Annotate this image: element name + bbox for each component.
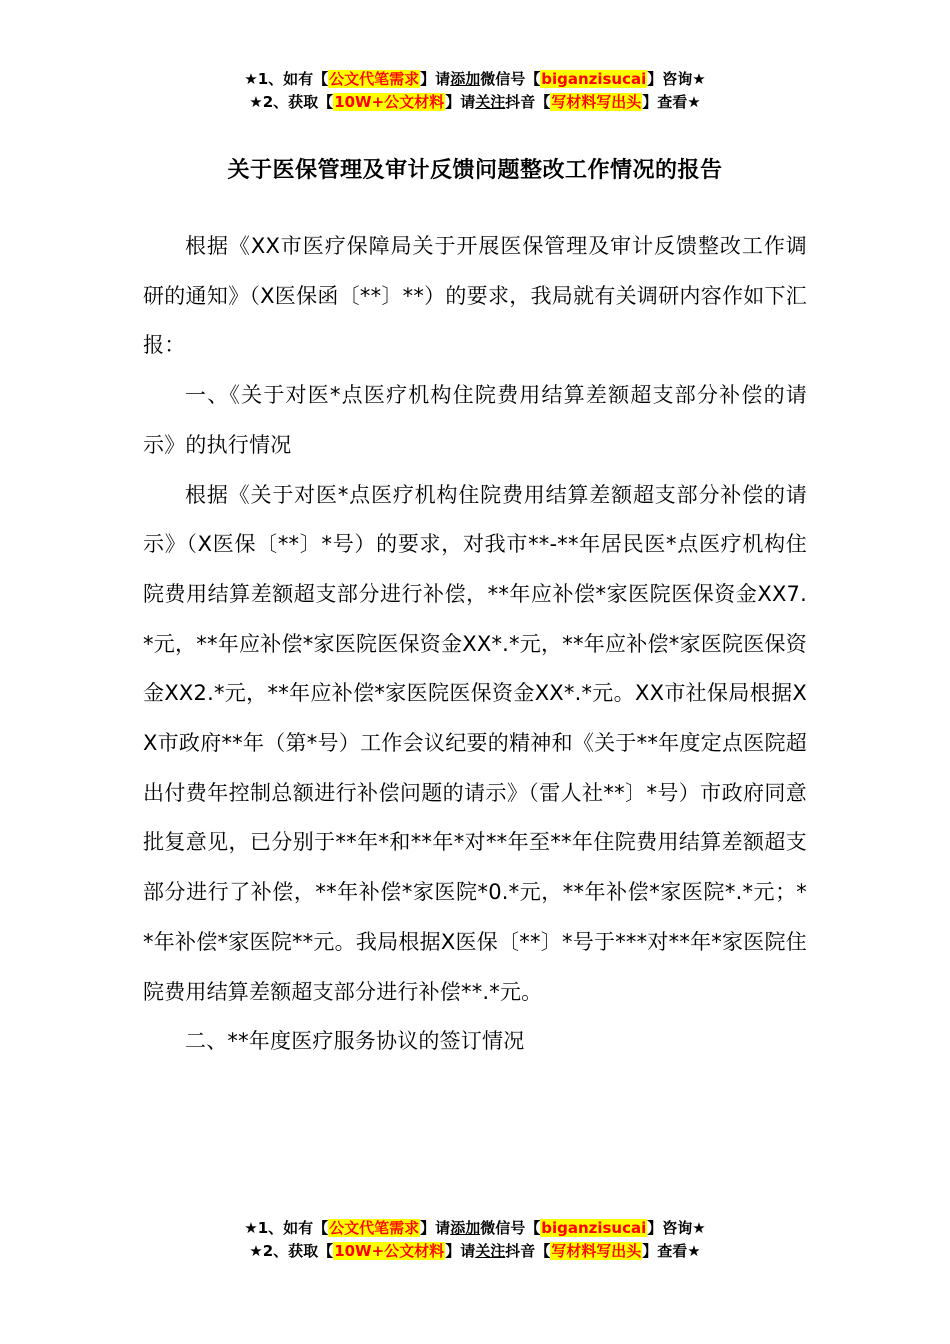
highlight-service: 公文代笔需求 <box>329 1219 420 1237</box>
paragraph-intro: 根据《XX市医疗保障局关于开展医保管理及审计反馈整改工作调研的通知》（X医保函〔**〕**）的要求，我局就有关调研内容作如下汇报： <box>143 234 807 358</box>
promo-line-1: ★1、如有【公文代笔需求】请添加微信号【biganzisucai】咨询★ <box>244 1219 706 1237</box>
document-title: 关于医保管理及审计反馈问题整改工作情况的报告 <box>227 158 723 183</box>
promo-line-1: ★1、如有【公文代笔需求】请添加微信号【biganzisucai】咨询★ <box>244 70 706 88</box>
promo-line-2: ★2、获取【10W+公文材料】请关注抖音【写材料写出头】查看★ <box>249 1242 701 1260</box>
section-heading-1: 一、《关于对医*点医疗机构住院费用结算差额超支部分补偿的请示》的执行情况 <box>143 383 807 457</box>
highlight-wechat-id: biganzisucai <box>541 70 647 88</box>
highlight-douyin-account: 写材料写出头 <box>551 1242 642 1260</box>
paragraph-section-1: 根据《关于对医*点医疗机构住院费用结算差额超支部分补偿的请示》（X医保〔**〕*号）的要求，对我市**-**年居民医*点医疗机构住院费用结算差额超支部分进行补偿，**年应补偿*家医院医保资金XX7.*元，**年应补偿*家医院医保资金XX*.*元，**年应补偿*家医院医保资金XX2.*元，**年应补偿*家医院医保资金XX*.*元。XX市社保局根据XX市政府**年（第*号）工作会议纪要的精神和《关于**年度定点医院超出付费年控制总额进行补偿问题的请示》（雷人社**〕*号）市政府同意批复意见，已分别于**年*和**年*对**年至**年住院费用结算差额超支部分进行了补偿，**年补偿*家医院*0.*元，**年补偿*家医院*.*元；**年补偿*家医院**元。我局根据X医保〔**〕*号于***对**年*家医院住院费用结算差额超支部分进行补偿**.*元。 <box>143 482 807 1004</box>
section-heading-2: 二、**年度医疗服务协议的签订情况 <box>185 1029 525 1054</box>
highlight-wechat-id: biganzisucai <box>541 1219 647 1237</box>
promo-line-2: ★2、获取【10W+公文材料】请关注抖音【写材料写出头】查看★ <box>249 93 701 111</box>
highlight-materials: 10W+公文材料 <box>334 1242 445 1260</box>
highlight-douyin-account: 写材料写出头 <box>551 93 642 111</box>
document-body <box>143 222 807 1067</box>
highlight-materials: 10W+公文材料 <box>334 93 445 111</box>
highlight-service: 公文代笔需求 <box>329 70 420 88</box>
promo-header <box>0 68 950 114</box>
promo-footer <box>0 1217 950 1263</box>
